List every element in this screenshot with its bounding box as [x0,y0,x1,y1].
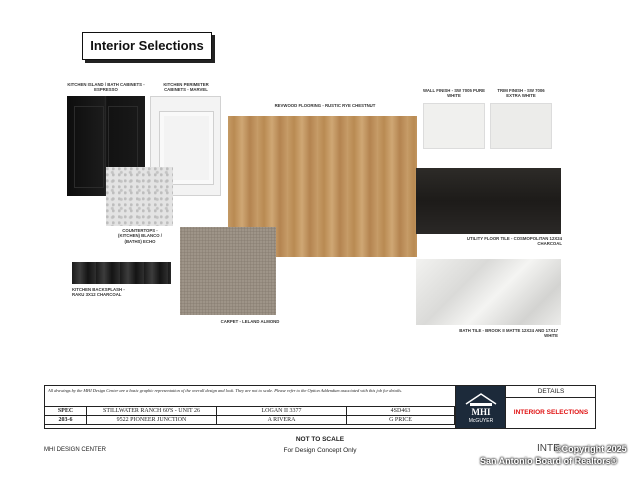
title-block-row-2 [45,415,455,425]
designer: A RIVERA [217,416,347,424]
label-kitchen-island: KITCHEN ISLAND / BATH CABINETS - ESPRESSO [67,82,145,93]
details-box [505,386,596,428]
details-value: INTERIOR SELECTIONS [513,409,589,416]
footer-right: INTE [537,443,560,454]
title-box [82,32,212,60]
label-carpet: CARPET - LELAND ALMOND [220,319,280,324]
address: 9522 PIONEER JUNCTION [87,416,217,424]
logo-text: MHI [471,407,491,417]
label-utility-floor: UTILITY FLOOR TILE - COSMOPOLITAN 12X24 CHARCOAL [466,236,562,247]
trim-finish-swatch [490,103,552,149]
lot: 203-6 [45,416,87,424]
wall-finish-swatch [423,103,485,149]
plan-code: 4SD463 [347,407,455,415]
title-block-row-1 [45,406,455,415]
backsplash-swatch [72,262,171,284]
community: STILLWATER RANCH 60'S - UNIT 26 [87,407,217,415]
plan: LOGAN II 3377 [217,407,347,415]
bath-tile-swatch [416,259,561,325]
label-wall-finish: WALL FINISH - SW 7005 PURE WHITE [423,88,485,99]
logo-subtext: McGUYER [468,418,494,424]
disclaimer: All drawings by the MHI Design Center are a basic graphic representation of the overall design and look. They are not to scale. Please refer to the Option Addendum associated with this job for details. [48,388,403,393]
footer-left: MHI DESIGN CENTER [44,447,107,453]
countertop-swatch [106,167,173,226]
board-watermark: San Antonio Board of Realtors® [480,456,618,466]
label-trim-finish: TRIM FINISH - SW 7006 EXTRA WHITE [497,88,545,99]
details-label: DETAILS [506,386,596,398]
page-title: Interior Selections [90,38,204,53]
label-countertops: COUNTERTOPS - (KITCHEN) BLANCO / (BATHS) ECHO [118,228,162,244]
design-concept-note: For Design Concept Only [283,447,357,454]
carpet-swatch [180,227,276,315]
not-to-scale: NOT TO SCALE [295,436,345,443]
label-kitchen-perimeter: KITCHEN PERIMETER CABINETS - MARVEL [163,82,209,93]
label-bath-tile: BATH TILE - BROOK II MATTE 12X24 AND 17X17 WHITE [459,328,558,339]
copyright-watermark: ©Copyright 2025 [555,444,627,454]
mhi-logo [455,386,506,428]
spec-label: SPEC [45,407,87,415]
label-flooring: REVWOOD FLOORING - RUSTIC RYE CHESTNUT [274,103,376,108]
sales: G PRICE [347,416,455,424]
utility-floor-swatch [416,168,561,234]
label-backsplash: KITCHEN BACKSPLASH - RAKU 3X12 CHARCOAL [72,287,125,298]
title-block [44,385,596,429]
